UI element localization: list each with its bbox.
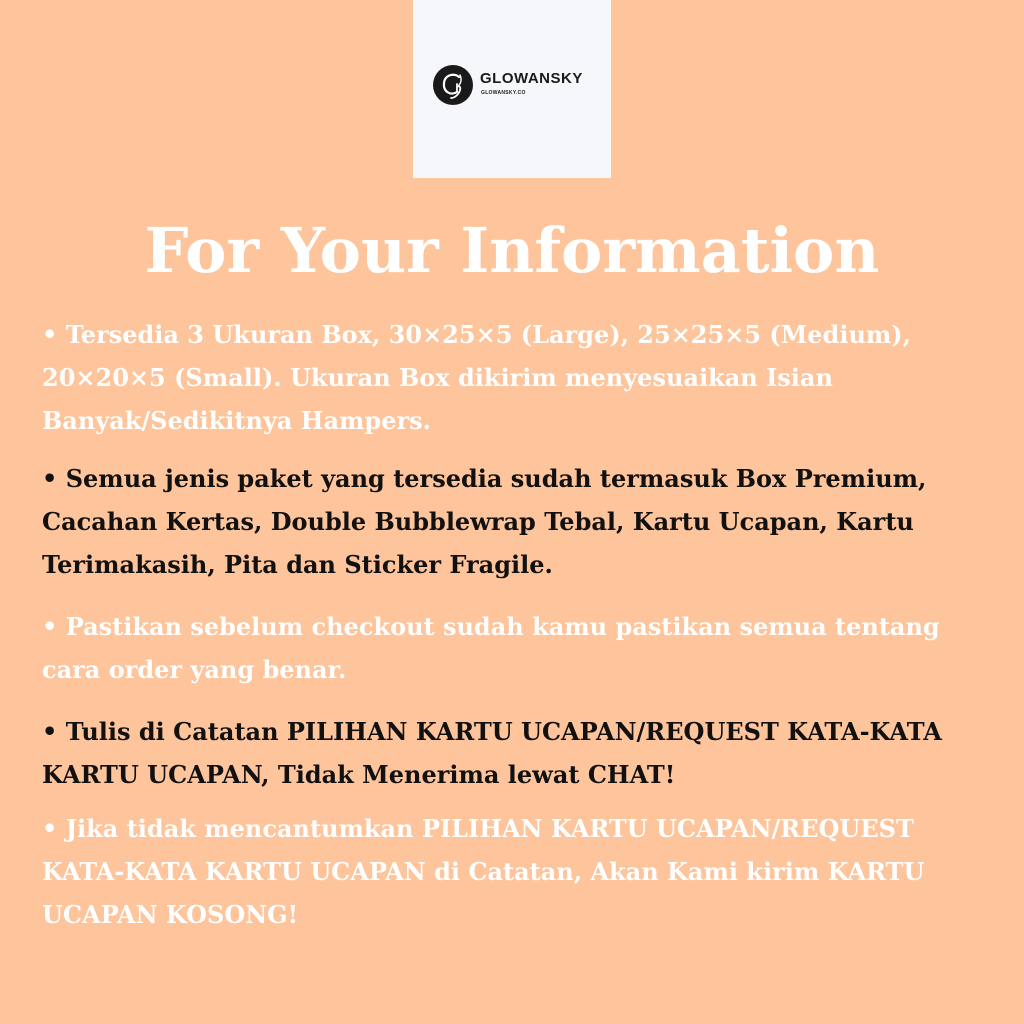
brand-website: GLOWANSKY.CO (481, 90, 526, 96)
glowansky-logo-icon (433, 65, 473, 105)
page-title: For Your Information (144, 214, 880, 287)
info-item-empty-card-warning: • Jika tidak mencantumkan PILIHAN KARTU UCAPAN/REQUEST KATA-KATA KARTU UCAPAN di Catatan, Akan Kami kirim KARTU UCAPAN KOSONG! (42, 814, 925, 929)
logo-card (413, 0, 611, 178)
info-item-card-notes: • Tulis di Catatan PILIHAN KARTU UCAPAN/REQUEST KATA-KATA KARTU UCAPAN, Tidak Menerima lewat CHAT! (42, 717, 942, 789)
brand-name: GLOWANSKY (480, 70, 583, 87)
info-item-package-contents: • Semua jenis paket yang tersedia sudah termasuk Box Premium, Cacahan Kertas, Double Bubblewrap Tebal, Kartu Ucapan, Kartu Terimakasih, Pita dan Sticker Fragile. (42, 464, 927, 579)
info-item-box-sizes: • Tersedia 3 Ukuran Box, 30×25×5 (Large), 25×25×5 (Medium), 20×20×5 (Small). Ukuran Box dikirim menyesuaikan Isian Banyak/Sedikitnya Hampers. (42, 320, 912, 435)
info-item-checkout-reminder: • Pastikan sebelum checkout sudah kamu pastikan semua tentang cara order yang benar. (42, 612, 940, 684)
